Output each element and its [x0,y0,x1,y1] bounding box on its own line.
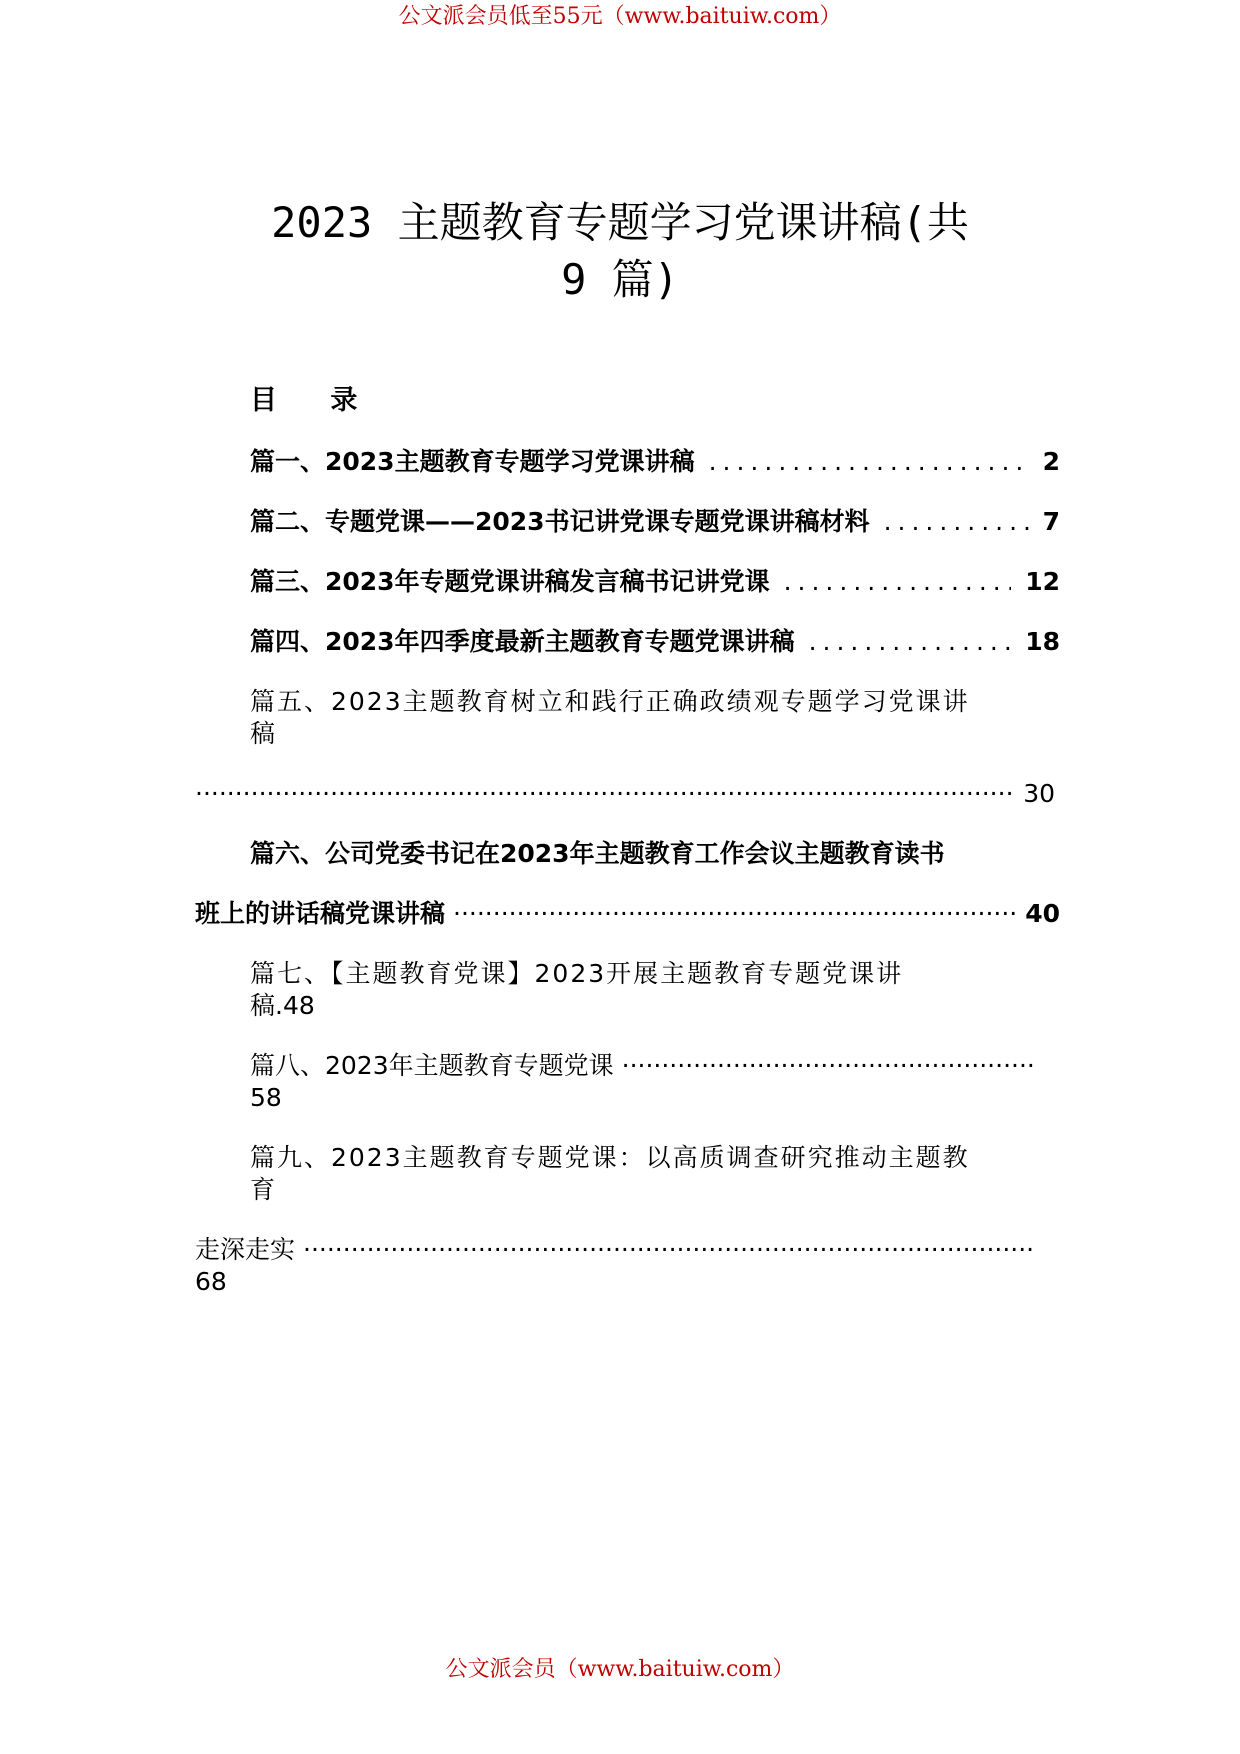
toc-entry-7-line-2[interactable]: 稿.48 [250,991,315,1020]
toc-leader-dots [809,626,1012,658]
toc-entry-8-page[interactable]: 58 [250,1083,282,1112]
toc-entry-page: 12 [1025,567,1060,596]
toc-entry-2[interactable] [250,506,1060,538]
toc-heading: 目 录 [250,385,380,416]
toc-entry-1[interactable] [250,446,1060,478]
document-title-line-2: 9 篇) [561,255,679,304]
toc-entry-page: 18 [1025,627,1060,656]
toc-entry-page: 30 [1023,779,1055,808]
toc-entry-title: 篇二、专题党课——2023书记讲党课专题党课讲稿材料 [250,507,870,536]
toc-entry-title: 篇四、2023年四季度最新主题教育专题党课讲稿 [250,627,795,656]
toc-entry-8[interactable] [250,1050,1045,1082]
toc-entry-5-leader[interactable] [195,778,1055,810]
toc-entry-4[interactable] [250,626,1060,658]
watermark-bottom: 公文派会员（www.baituiw.com） [445,1657,795,1682]
toc-entry-page: 40 [1025,899,1060,928]
toc-leader-dots [884,506,1029,538]
toc-leader-dots [303,1234,1032,1266]
toc-entry-title: 篇三、2023年专题党课讲稿发言稿书记讲党课 [250,567,770,596]
toc-entry-3[interactable] [250,566,1060,598]
document-title-line-1: 2023 主题教育专题学习党课讲稿(共 [271,198,969,247]
watermark-top: 公文派会员低至55元（www.baituiw.com） [398,4,842,29]
toc-entry-9-page[interactable]: 68 [195,1267,227,1296]
toc-entry-9-line-3[interactable] [195,1234,1040,1266]
toc-leader-dots [622,1050,1037,1082]
toc-entry-title: 走深走实 [195,1235,296,1264]
toc-leader-dots [195,778,1015,810]
toc-leader-dots [784,566,1012,598]
toc-entry-page: 2 [1042,447,1060,476]
toc-entry-6-line-1[interactable]: 篇六、公司党委书记在2023年主题教育工作会议主题教育读书 [250,839,945,868]
toc-entry-page: 7 [1042,507,1060,536]
toc-entry-6-line-2[interactable] [195,898,1060,930]
toc-entry-9-line-1[interactable]: 篇九、2023主题教育专题党课：以高质调查研究推动主题教 [250,1143,970,1172]
toc-entry-7-line-1[interactable]: 篇七、【主题教育党课】2023开展主题教育专题党课讲 [250,959,904,988]
toc-entry-title: 班上的讲话稿党课讲稿 [195,899,446,928]
toc-entry-9-line-2[interactable]: 育 [250,1175,276,1204]
toc-entry-5-line-2[interactable]: 稿 [250,719,276,748]
toc-entry-5-line-1[interactable]: 篇五、2023主题教育树立和践行正确政绩观专题学习党课讲 [250,687,970,716]
toc-leader-dots [709,446,1029,478]
toc-entry-title: 篇一、2023主题教育专题学习党课讲稿 [250,447,695,476]
toc-entry-title: 篇八、2023年主题教育专题党课 [250,1051,614,1080]
toc-leader-dots [453,898,1017,930]
